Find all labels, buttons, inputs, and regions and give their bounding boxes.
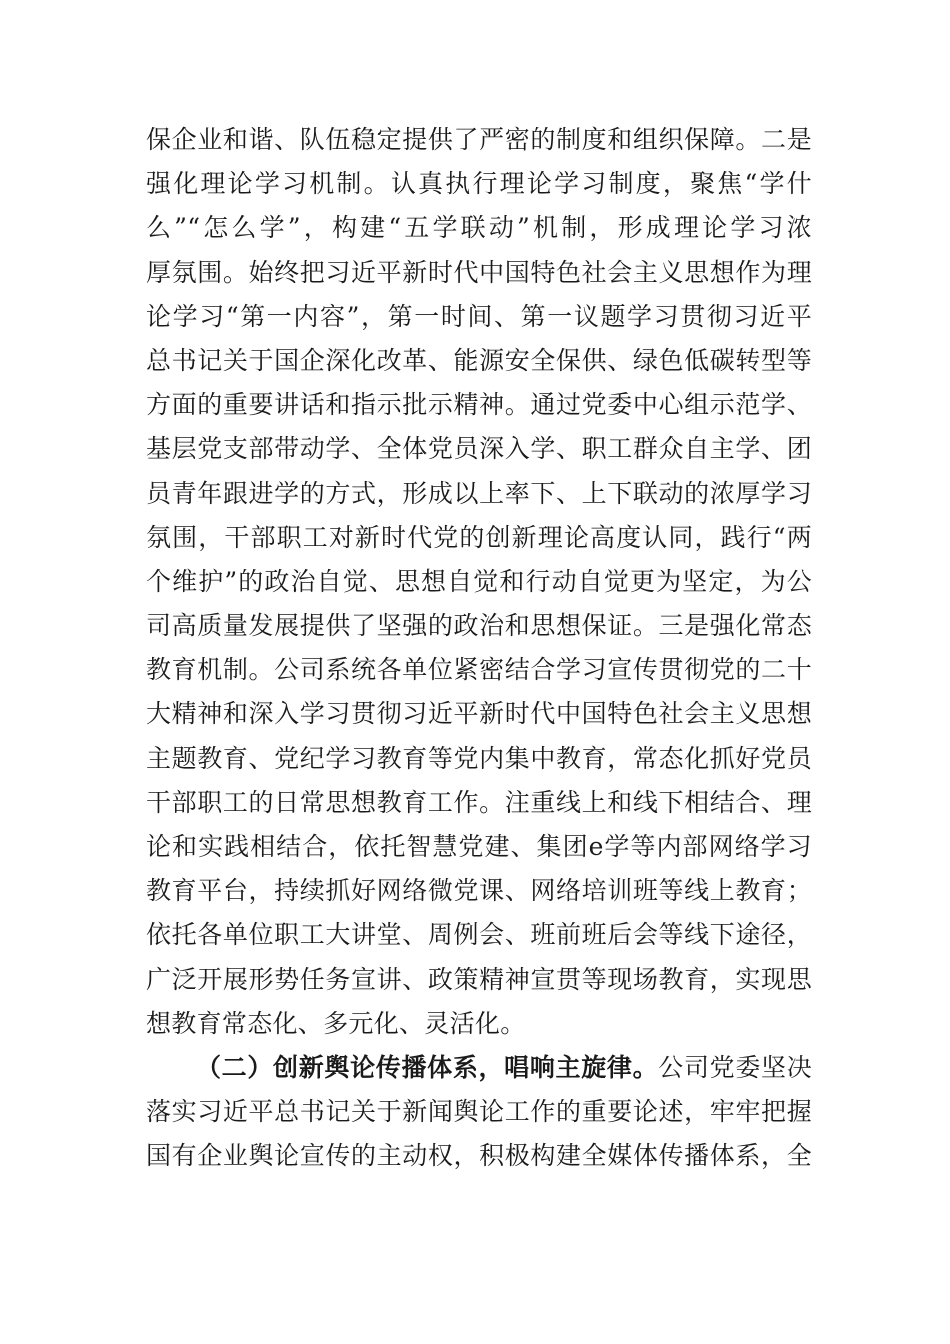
paragraph-line: 广泛开展形势任务宣讲、政策精神宣贯等现场教育，实现思 (146, 964, 812, 994)
paragraph-line: 大精神和深入学习贯彻习近平新时代中国特色社会主义思想 (146, 699, 812, 729)
section-heading-rest: 公司党委坚决 (658, 1052, 812, 1082)
paragraph-line: 教育机制。公司系统各单位紧密结合学习宣传贯彻党的二十 (146, 655, 812, 685)
paragraph-line: 么”“怎么学”，构建“五学联动”机制，形成理论学习浓 (146, 213, 812, 243)
paragraph-line: 员青年跟进学的方式，形成以上率下、上下联动的浓厚学习 (146, 478, 812, 508)
paragraph-line: 总书记关于国企深化改革、能源安全保供、绿色低碳转型等 (146, 345, 812, 375)
document-body (146, 118, 812, 1179)
paragraph-line: 氛围，干部职工对新时代党的创新理论高度认同，践行“两 (146, 522, 812, 552)
paragraph-line: 方面的重要讲话和指示批示精神。通过党委中心组示范学、 (146, 390, 812, 420)
paragraph-line: 主题教育、党纪学习教育等党内集中教育，常态化抓好党员 (146, 743, 812, 773)
paragraph-line: 依托各单位职工大讲堂、周例会、班前班后会等线下途径， (146, 920, 812, 950)
paragraph-line: 教育平台，持续抓好网络微党课、网络培训班等线上教育； (146, 876, 812, 906)
paragraph-line: 个维护”的政治自觉、思想自觉和行动自觉更为坚定，为公 (146, 566, 812, 596)
section-heading: （二）创新舆论传播体系，唱响主旋律。 (196, 1052, 659, 1082)
paragraph-line: 司高质量发展提供了坚强的政治和思想保证。三是强化常态 (146, 611, 812, 641)
paragraph-line: 落实习近平总书记关于新闻舆论工作的重要论述，牢牢把握 (146, 1097, 812, 1127)
paragraph-line: 保企业和谐、队伍稳定提供了严密的制度和组织保障。二是 (146, 125, 812, 154)
paragraph-line: 干部职工的日常思想教育工作。注重线上和线下相结合、理 (146, 787, 812, 817)
paragraph-line: 论和实践相结合，依托智慧党建、集团e学等内部网络学习 (146, 832, 812, 861)
paragraph-line: 国有企业舆论宣传的主动权，积极构建全媒体传播体系，全 (146, 1141, 812, 1171)
paragraph-line: 想教育常态化、多元化、灵活化。 (146, 1008, 526, 1038)
paragraph-line: 强化理论学习机制。认真执行理论学习制度，聚焦“学什 (146, 169, 812, 199)
section-heading-line (146, 1046, 812, 1090)
paragraph-line: 厚氛围。始终把习近平新时代中国特色社会主义思想作为理 (146, 257, 812, 287)
paragraph-line: 基层党支部带动学、全体党员深入学、职工群众自主学、团 (146, 434, 812, 464)
paragraph-line: 论学习“第一内容”，第一时间、第一议题学习贯彻习近平 (146, 301, 812, 331)
